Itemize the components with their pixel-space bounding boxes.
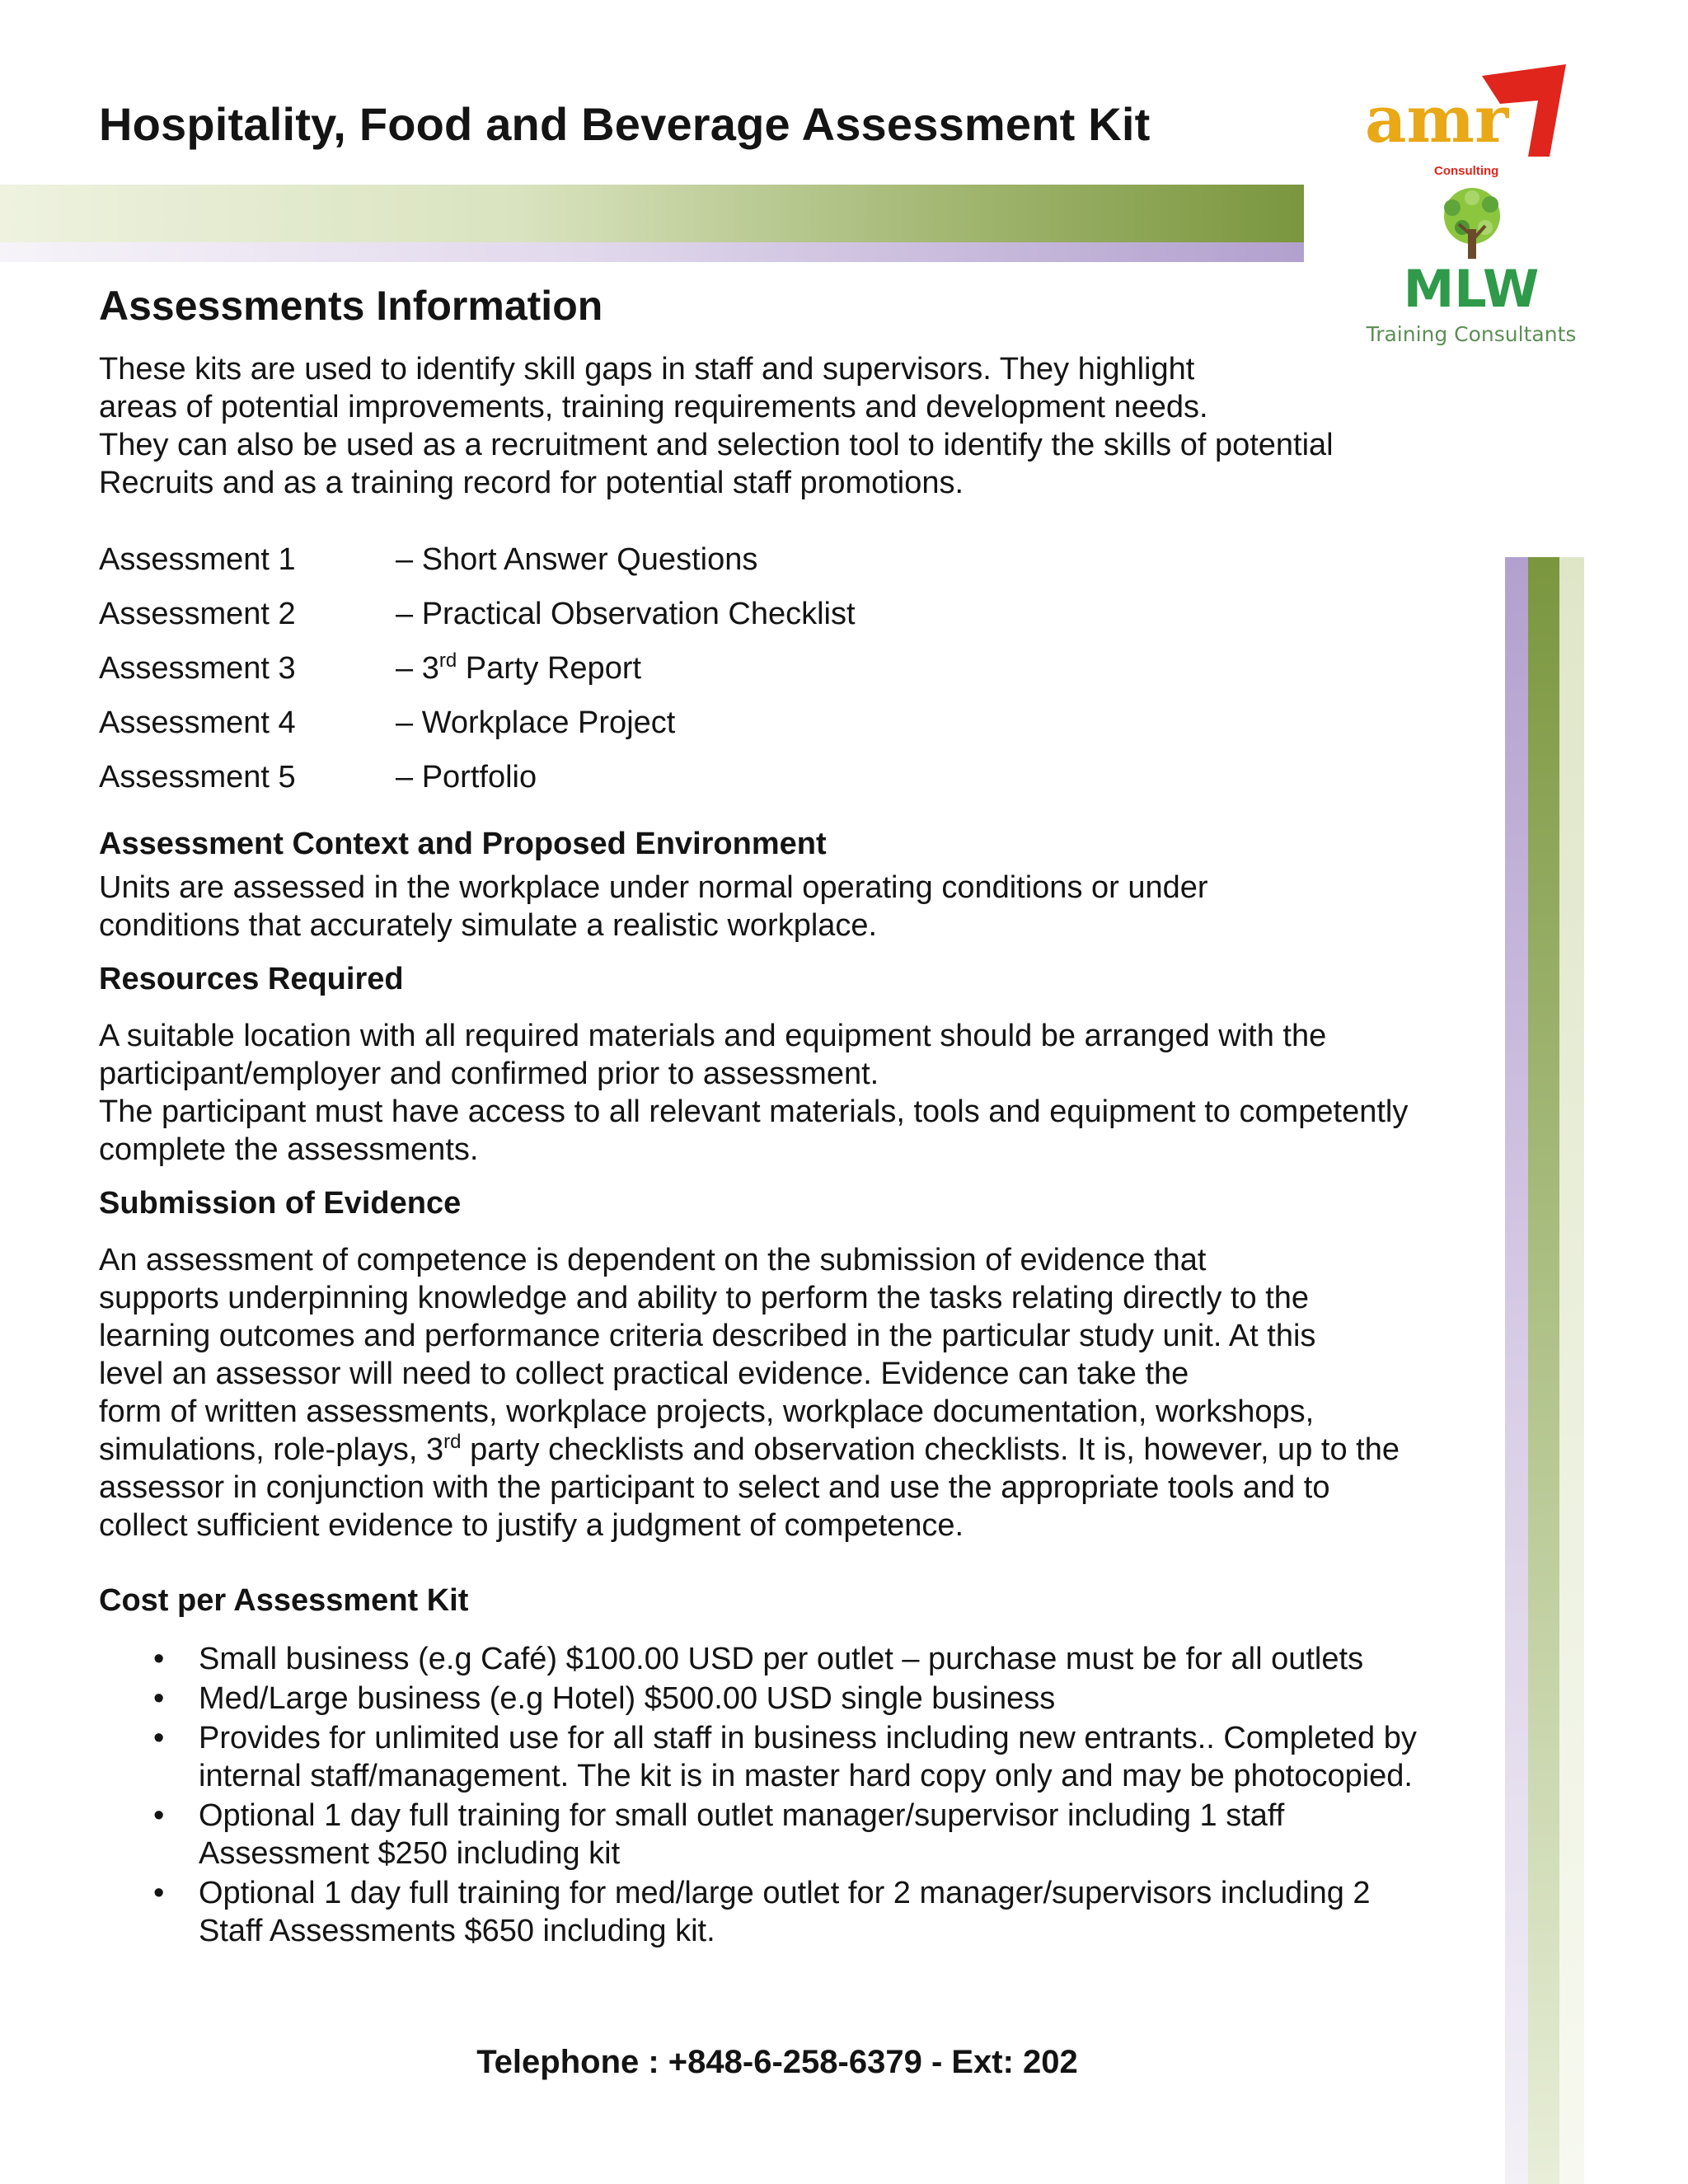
bullet-icon: •	[153, 1876, 165, 1910]
evidence-paragraph	[99, 1241, 1400, 1544]
section-heading-resources: Resources Required	[99, 962, 404, 996]
evidence-line: An assessment of competence is dependent on the submission of evidence that	[99, 1243, 1207, 1277]
section-heading-context: Assessment Context and Proposed Environment	[99, 827, 827, 861]
resources-line: A suitable location with all required materials and equipment should be arranged with the	[99, 1019, 1327, 1053]
bullet-icon: •	[153, 1798, 165, 1833]
info-line: These kits are used to identify skill gaps in staff and supervisors. They highlight	[99, 352, 1195, 387]
bullet-icon: •	[153, 1642, 165, 1676]
assessment-label: Assessment 5	[99, 760, 296, 794]
context-paragraph	[99, 869, 1208, 944]
evidence-line: form of written assessments, workplace projects, workplace documentation, workshops,	[99, 1394, 1315, 1429]
side-green-stripe	[1528, 557, 1559, 2184]
evidence-line: learning outcomes and performance criteria described in the particular study unit. At this	[99, 1319, 1316, 1353]
context-line: Units are assessed in the workplace under normal operating conditions or under	[99, 870, 1208, 905]
assessment-row-3	[99, 651, 1253, 689]
assessment-label: Assessment 4	[99, 705, 296, 740]
bullet-icon: •	[153, 1721, 165, 1755]
header-purple-band	[0, 242, 1304, 262]
assessment-row-4	[99, 705, 1253, 743]
info-paragraph	[99, 350, 1334, 502]
assessment-row-2	[99, 597, 1253, 635]
assessment-description: – Portfolio	[396, 760, 537, 794]
resources-line: The participant must have access to all relevant materials, tools and equipment to competently	[99, 1094, 1409, 1129]
assessment-description: – Practical Observation Checklist	[396, 597, 856, 631]
assessment-description: – 3rd Party Report	[396, 649, 642, 686]
assessment-label: Assessment 1	[99, 542, 296, 577]
footer-telephone: Telephone : +848-6-258-6379 - Ext: 202	[476, 2044, 1078, 2080]
amr-consulting-logo	[1358, 58, 1573, 181]
resources-line: participant/employer and confirmed prior to assessment.	[99, 1057, 879, 1091]
context-line: conditions that accurately simulate a realistic workplace.	[99, 908, 878, 943]
side-pale-stripe	[1559, 557, 1584, 2184]
section-heading-assessments-information: Assessments Information	[99, 283, 603, 329]
cost-list-wrapper	[99, 1640, 1517, 1952]
assessment-description: – Short Answer Questions	[396, 542, 758, 577]
amr-logo-subtext: Consulting	[1434, 164, 1499, 178]
evidence-line: supports underpinning knowledge and ability to perform the tasks relating directly to the	[99, 1281, 1310, 1315]
assessment-row-1	[99, 542, 1253, 580]
info-line: areas of potential improvements, training requirements and development needs.	[99, 390, 1208, 424]
assessment-description: – Workplace Project	[396, 705, 676, 740]
assessment-row-5	[99, 760, 1253, 798]
header-green-band	[0, 185, 1304, 242]
cost-list-item: • Small business (e.g Café) $100.00 USD per outlet – purchase must be for all outlets	[153, 1642, 1364, 1676]
cost-list-item: • Provides for unlimited use for all staff in business including new entrants.. Completed by internal staff/management. The kit is in master hard copy only and may be photocopied.	[153, 1721, 1417, 1793]
evidence-line: collect sufficient evidence to justify a judgment of competence.	[99, 1508, 964, 1543]
cost-list-item: • Optional 1 day full training for small outlet manager/supervisor including 1 staff Assessment $250 including kit	[153, 1798, 1285, 1871]
mlw-logo-subtext: Training Consultants	[1366, 322, 1577, 346]
amr-logo-text: amr	[1365, 82, 1509, 157]
cost-list	[99, 1640, 1517, 1950]
info-line: Recruits and as a training record for potential staff promotions.	[99, 466, 964, 500]
resources-line: complete the assessments.	[99, 1132, 479, 1167]
info-line: They can also be used as a recruitment and selection tool to identify the skills of potential	[99, 428, 1334, 462]
assessment-label: Assessment 3	[99, 651, 296, 686]
assessment-label: Assessment 2	[99, 597, 296, 631]
evidence-line: simulations, role-plays, 3rd party checklists and observation checklists. It is, however, up to the	[99, 1431, 1400, 1467]
bullet-icon: •	[153, 1681, 165, 1716]
mlw-training-logo	[1352, 183, 1591, 348]
cost-list-item: • Med/Large business (e.g Hotel) $500.00 USD single business	[153, 1681, 1056, 1716]
evidence-line: assessor in conjunction with the participant to select and use the appropriate tools and to	[99, 1470, 1330, 1505]
page-title: Hospitality, Food and Beverage Assessment Kit	[99, 98, 1151, 150]
cost-list-item: • Optional 1 day full training for med/large outlet for 2 manager/supervisors including 2 Staff Assessments $650 including kit.	[153, 1876, 1371, 1948]
section-heading-cost: Cost per Assessment Kit	[99, 1583, 469, 1618]
resources-paragraph	[99, 1017, 1408, 1169]
mlw-logo-text: MLW	[1403, 259, 1540, 319]
section-heading-evidence: Submission of Evidence	[99, 1186, 462, 1221]
tree-icon	[1444, 188, 1500, 259]
evidence-line: level an assessor will need to collect practical evidence. Evidence can take the	[99, 1357, 1189, 1391]
